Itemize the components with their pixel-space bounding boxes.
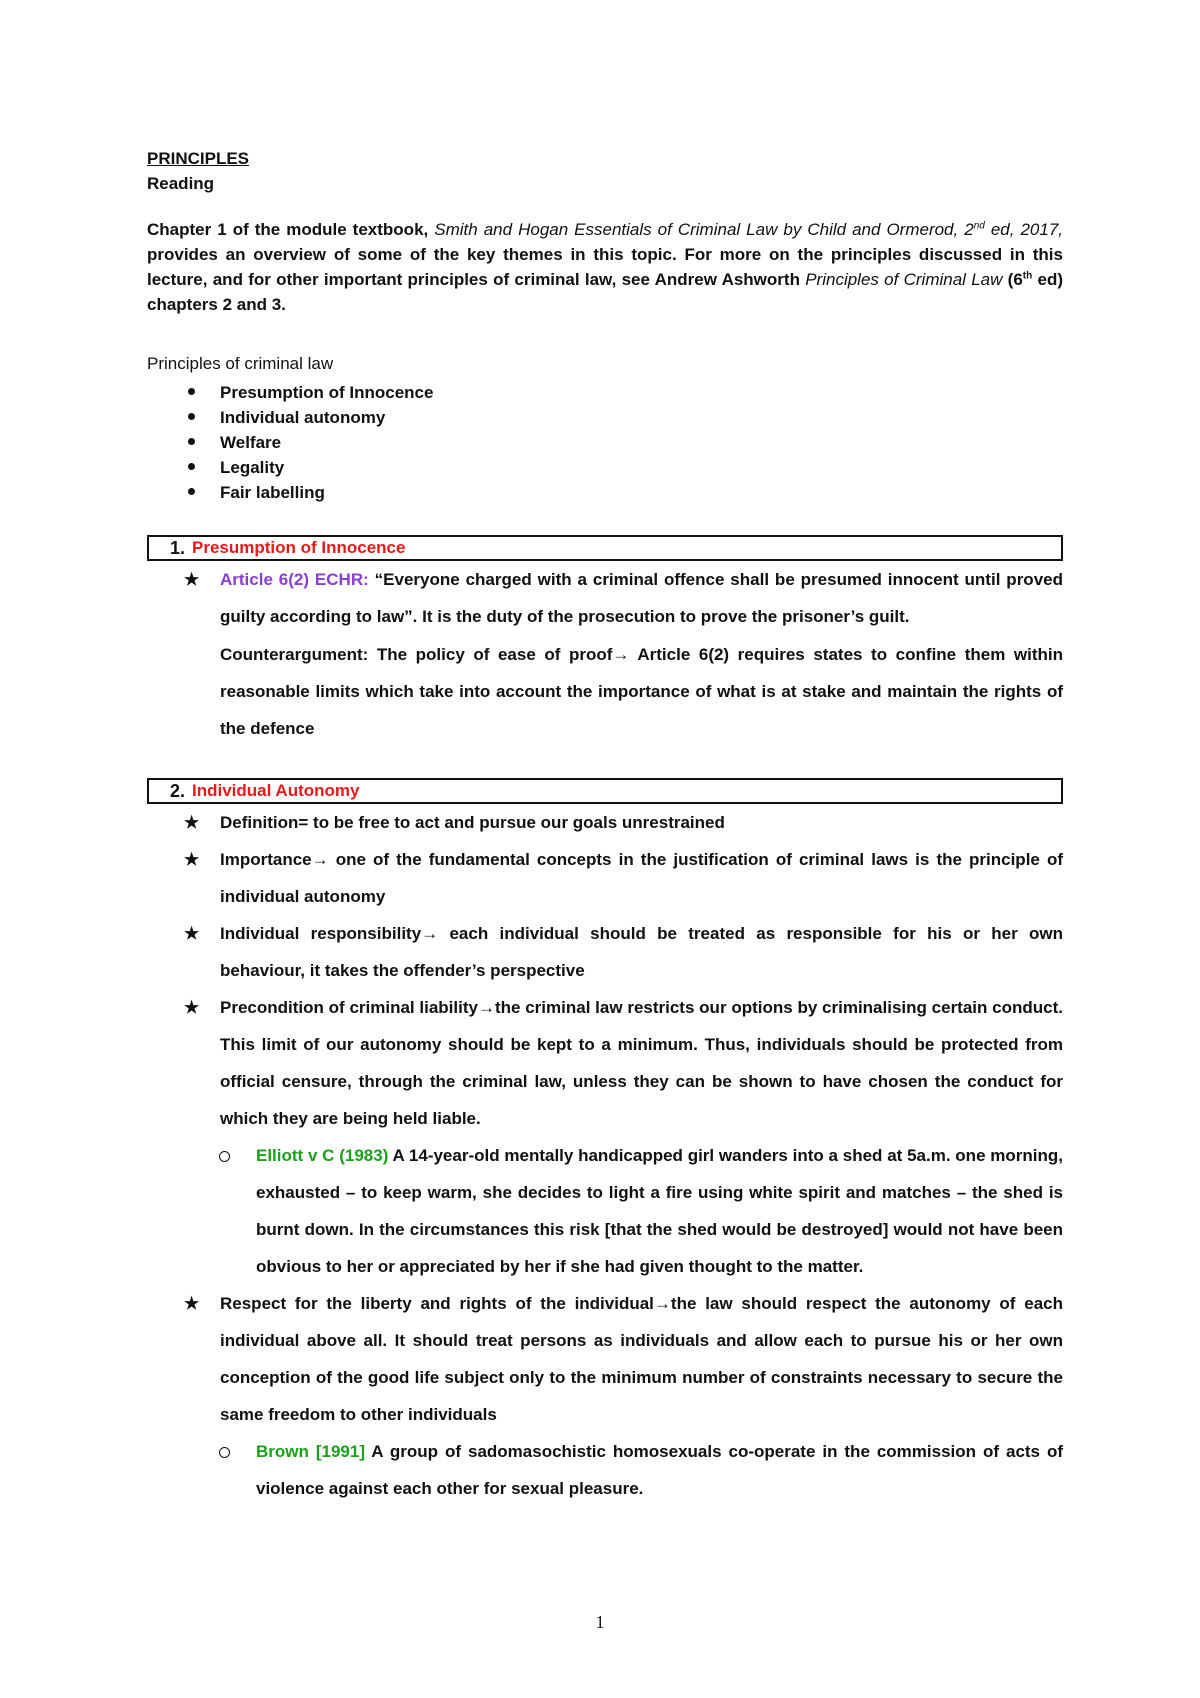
principles-list — [147, 380, 1063, 505]
star-icon: ★ — [184, 998, 200, 1017]
article-reference: Article 6(2) ECHR: — [220, 570, 369, 589]
reading-label: Reading — [147, 174, 215, 193]
bullet-icon — [188, 438, 195, 445]
list-item — [147, 405, 1063, 430]
bullet-icon — [188, 413, 195, 420]
section-title: Presumption of Innocence — [192, 538, 406, 557]
section-1-header — [147, 535, 1063, 561]
item-text: Respect for the liberty and rights of the individual→the law should respect the autonomy of each individual above all. It should treat persons as individuals and allow each to pursue his or her own conception of the good life subject only to the minimum number of constraints necessary to secure the same freedom to other individuals — [220, 1294, 1063, 1424]
counterargument-paragraph: Counterargument: The policy of ease of proof→ Article 6(2) requires states to confine them within reasonable limits which take into account the importance of what is at stake and maintain the rights of the defence — [220, 645, 1063, 738]
list-item — [147, 1285, 1063, 1433]
intro-text: Chapter 1 of the module textbook, — [147, 220, 435, 239]
case-reference: Elliott v C (1983) — [256, 1146, 389, 1165]
section-2-list — [147, 804, 1063, 1507]
list-item — [147, 989, 1063, 1137]
star-icon: ★ — [184, 570, 200, 589]
star-icon: ★ — [184, 813, 200, 832]
circle-bullet-icon — [219, 1151, 230, 1162]
document-body — [147, 146, 1063, 1507]
bullet-icon — [188, 463, 195, 470]
list-item — [147, 480, 1063, 505]
list-item — [147, 841, 1063, 915]
star-icon: ★ — [184, 924, 200, 943]
case-text: A group of sadomasochistic homosexuals co-operate in the commission of acts of violence against each other for sexual pleasure. — [256, 1442, 1064, 1498]
page-heading: PRINCIPLES — [147, 149, 250, 168]
page-number: 1 — [595, 1612, 605, 1632]
section-1-list — [147, 561, 1063, 635]
principle-label: Fair labelling — [220, 483, 325, 502]
principle-label: Individual autonomy — [220, 408, 386, 427]
intro-text-2: provides an overview of some of the key themes in this topic. For more on the principles discussed in this lecture, and for other important principles of criminal law, see Andrew Ashworth — [147, 245, 1063, 289]
principle-label: Presumption of Innocence — [220, 383, 434, 402]
item-text: Definition= to be free to act and pursue our goals unrestrained — [220, 813, 725, 832]
circle-bullet-icon — [219, 1447, 230, 1458]
case-text: A 14-year-old mentally handicapped girl wanders into a shed at 5a.m. one morning, exhausted – to keep warm, she decides to light a fire using white spirit and matches – the shed is burnt down. In the circumstances this risk [that the shed would be destroyed] would not have been obvious to her or appreciated by her if she had given thought to the matter. — [256, 1146, 1063, 1276]
book-sup: nd — [973, 220, 985, 232]
list-item — [147, 804, 1063, 841]
principle-label: Welfare — [220, 433, 282, 452]
list-item — [147, 380, 1063, 405]
bullet-icon — [188, 388, 195, 395]
book-title: Smith and Hogan Essentials of Criminal Law by Child and Ormerod, 2 — [434, 220, 974, 239]
book-edition: ed, 2017, — [984, 220, 1064, 239]
list-item — [147, 455, 1063, 480]
section-title: Individual Autonomy — [192, 781, 360, 800]
section-number: 1. — [169, 537, 185, 558]
star-icon: ★ — [184, 1294, 200, 1313]
list-item — [147, 561, 1063, 635]
intro-paragraph — [147, 217, 1063, 317]
list-item — [147, 1137, 1063, 1285]
list-item — [147, 915, 1063, 989]
intro-text-4: ed) chapters 2 and 3. — [147, 270, 1063, 314]
edition-sup: th — [1022, 270, 1033, 282]
item-text: Importance→ one of the fundamental concepts in the justification of criminal laws is the principle of individual autonomy — [220, 850, 1063, 906]
bullet-icon — [188, 488, 195, 495]
list-item — [147, 1433, 1063, 1507]
case-reference: Brown [1991] — [256, 1442, 365, 1461]
principles-heading: Principles of criminal law — [147, 354, 334, 373]
list-item — [147, 430, 1063, 455]
item-text: Individual responsibility→ each individual should be treated as responsible for his or her own behaviour, it takes the offender’s perspective — [220, 924, 1063, 980]
ashworth-title: Principles of Criminal Law — [805, 270, 1003, 289]
item-text: Precondition of criminal liability→the criminal law restricts our options by criminalising certain conduct. This limit of our autonomy should be kept to a minimum. Thus, individuals should be protected from official censure, through the criminal law, unless they can be shown to have chosen the conduct for which they are being held liable. — [220, 998, 1063, 1128]
star-icon: ★ — [184, 850, 200, 869]
principle-label: Legality — [220, 458, 285, 477]
section-2-header — [147, 778, 1063, 804]
section-number: 2. — [169, 780, 185, 801]
article-text: “Everyone charged with a criminal offence shall be presumed innocent until proved guilty according to law”. It is the duty of the prosecution to prove the prisoner’s guilt. — [220, 570, 1063, 626]
intro-text-3: (6 — [1002, 270, 1023, 289]
